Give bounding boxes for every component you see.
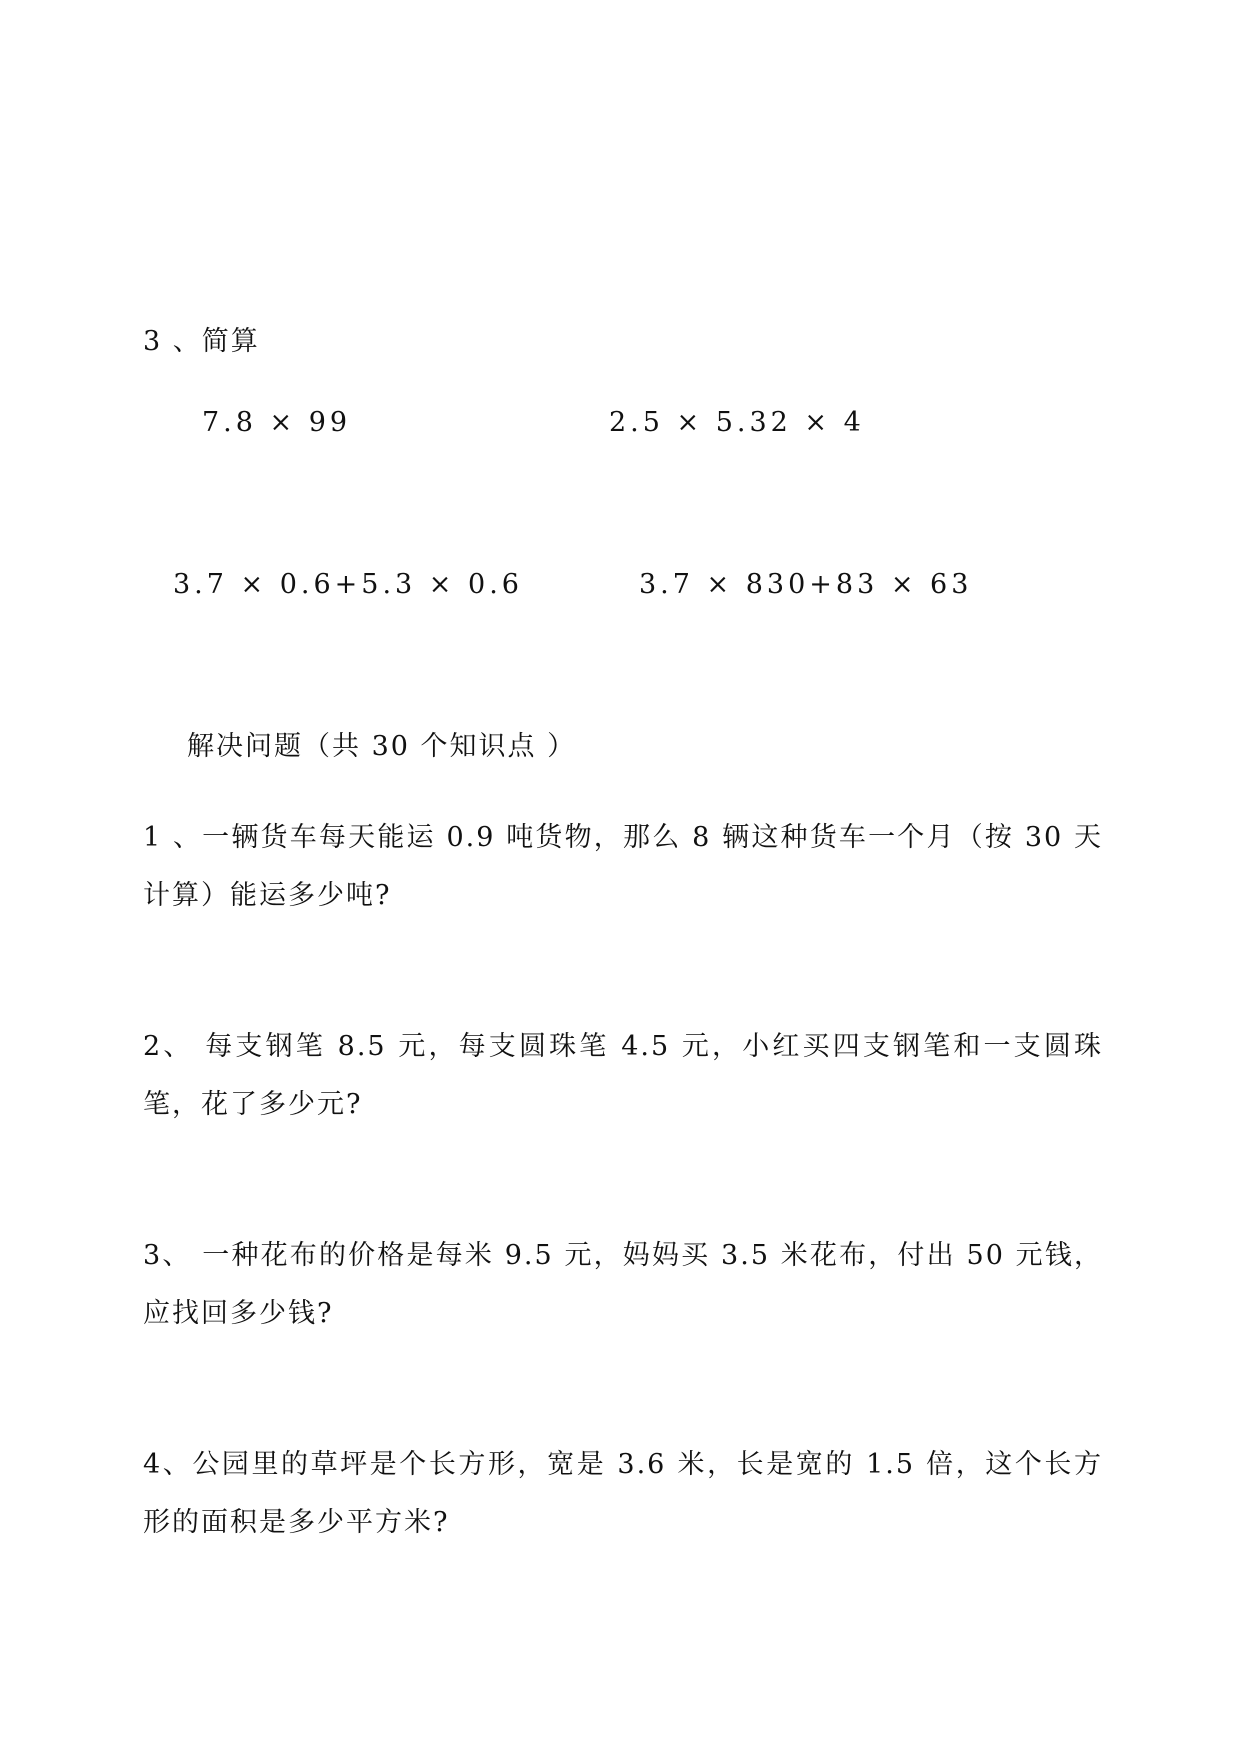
expression-2: 2.5 × 5.32 × 4 bbox=[609, 407, 865, 438]
word-problem-1: 1 、一辆货车每天能运 0.9 吨货物，那么 8 辆这种货车一个月（按 30 天计算）能运多少吨? bbox=[143, 822, 1103, 911]
section-heading-solve-problems: 解决问题（共 30 个知识点 ） bbox=[187, 731, 577, 762]
expression-3: 3.7 × 0.6+5.3 × 0.6 bbox=[173, 569, 523, 600]
word-problem-2: 2、 每支钢笔 8.5 元，每支圆珠笔 4.5 元，小红买四支钢笔和一支圆珠笔，花了多少元? bbox=[143, 1031, 1103, 1120]
section-heading-simplify: 3 、简算 bbox=[143, 326, 260, 357]
word-problem-3: 3、 一种花布的价格是每米 9.5 元，妈妈买 3.5 米花布，付出 50 元钱，应找回多少钱? bbox=[143, 1240, 1103, 1329]
expression-1: 7.8 × 99 bbox=[202, 407, 352, 438]
expression-4: 3.7 × 830+83 × 63 bbox=[639, 569, 973, 600]
word-problem-4: 4、公园里的草坪是个长方形，宽是 3.6 米，长是宽的 1.5 倍，这个长方形的面积是多少平方米? bbox=[143, 1449, 1103, 1538]
